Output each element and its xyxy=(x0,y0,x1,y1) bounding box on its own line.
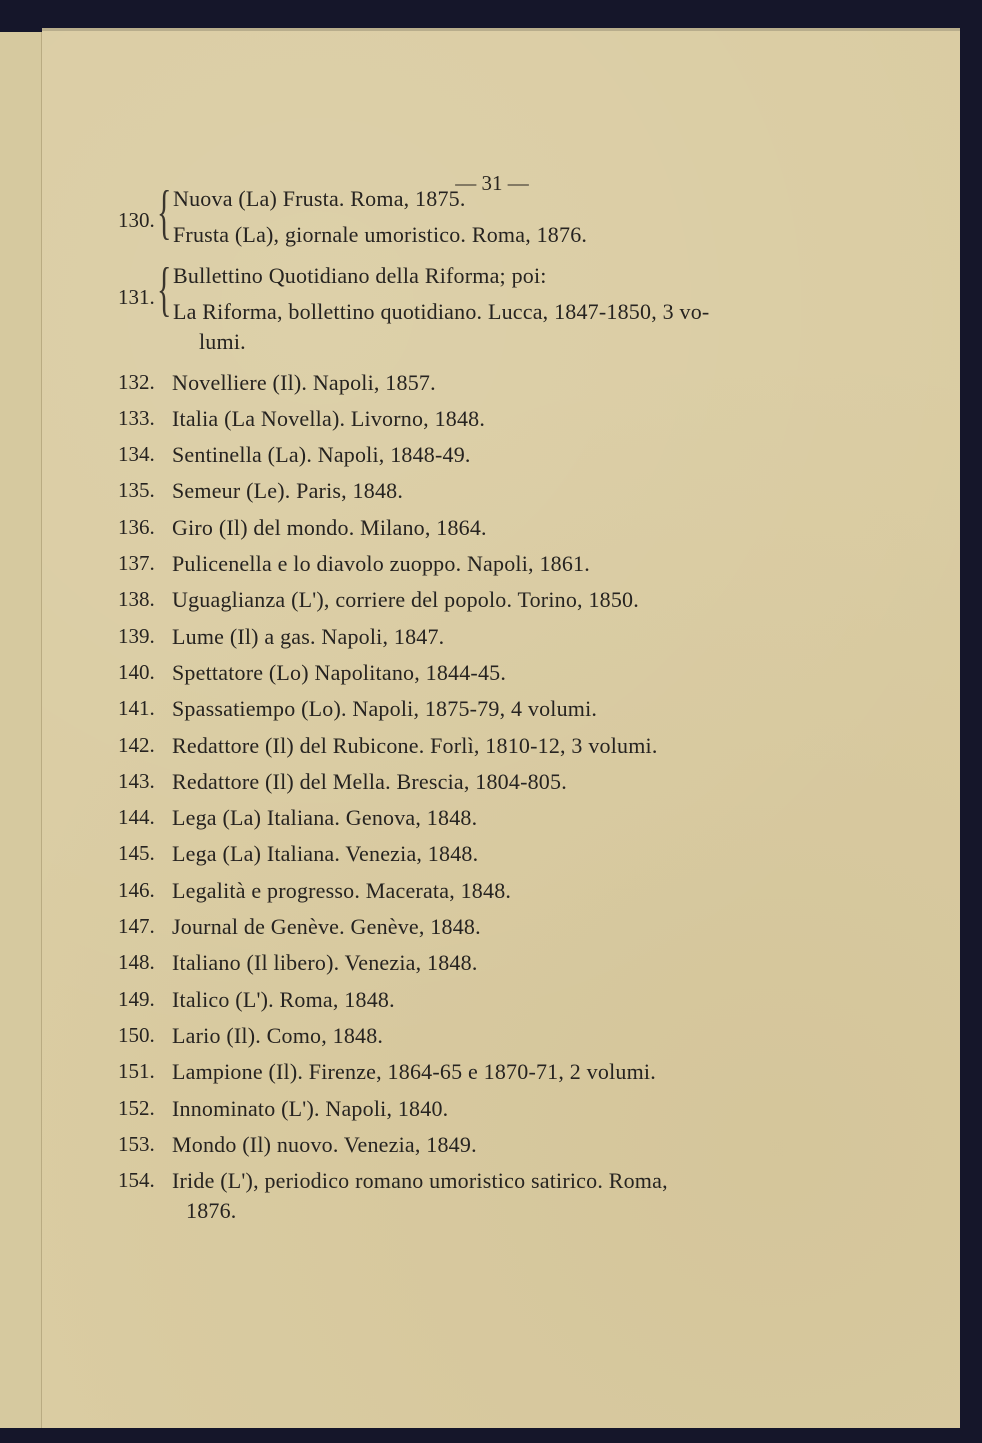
entry-number: 150. xyxy=(118,1022,155,1047)
entry-text: Lampione (Il). Firenze, 1864-65 e 1870-71, 2 volumi. xyxy=(172,1059,656,1085)
entry-number: 132. xyxy=(118,369,155,394)
entry-text: Journal de Genève. Genève, 1848. xyxy=(172,914,481,939)
entry-text: Novelliere (Il). Napoli, 1857. xyxy=(172,369,436,395)
entry-number: 131. xyxy=(118,284,155,309)
entry-number: 151. xyxy=(118,1059,155,1084)
entry-number: 147. xyxy=(118,914,155,938)
entry-number: 148. xyxy=(118,950,155,975)
entry-number: 135. xyxy=(118,478,155,503)
entry-number: 130. xyxy=(118,208,155,233)
entry-text: Italico (L'). Roma, 1848. xyxy=(172,986,395,1012)
entry-text: Innominato (L'). Napoli, 1840. xyxy=(172,1095,449,1121)
entry-text: Spettatore (Lo) Napolitano, 1844-45. xyxy=(172,659,507,685)
entry-text: Iride (L'), periodico romano umoristico satirico. Roma, xyxy=(172,1168,668,1194)
entry-text: Lega (La) Italiana. Genova, 1848. xyxy=(172,805,478,831)
entry-number: 138. xyxy=(118,587,155,612)
entry-number: 136. xyxy=(118,514,155,539)
entry-text: Pulicenella e lo diavolo zuoppo. Napoli, 1861. xyxy=(172,551,590,576)
entry-text: Lega (La) Italiana. Venezia, 1848. xyxy=(172,841,479,867)
entry-text: Giro (Il) del mondo. Milano, 1864. xyxy=(172,514,487,540)
entry-number: 141. xyxy=(118,696,155,721)
entry-text: Nuova (La) Frusta. Roma, 1875. xyxy=(173,186,466,211)
entry-text: Redattore (Il) del Rubicone. Forlì, 1810-12, 3 volumi. xyxy=(172,732,658,758)
entry-text: Spassatiempo (Lo). Napoli, 1875-79, 4 volumi. xyxy=(172,696,598,722)
entry-number: 149. xyxy=(118,986,155,1011)
entry-number: 137. xyxy=(118,551,155,575)
entry-text: Mondo (Il) nuovo. Venezia, 1849. xyxy=(172,1131,477,1157)
entry-text: Sentinella (La). Napoli, 1848-49. xyxy=(172,442,471,468)
entry-continuation: 1876. xyxy=(186,1198,237,1224)
entry-continuation: lumi. xyxy=(199,329,246,355)
entry-number: 133. xyxy=(118,405,155,430)
entry-text: Uguaglianza (L'), corriere del popolo. Torino, 1850. xyxy=(172,587,639,613)
entry-number: 139. xyxy=(118,623,155,648)
entry-number: 142. xyxy=(118,732,155,757)
brace-icon: { xyxy=(157,179,172,245)
entry-number: 143. xyxy=(118,768,155,793)
facing-page-edge xyxy=(0,32,43,1428)
entry-text: Italiano (Il libero). Venezia, 1848. xyxy=(172,950,478,976)
entry-text: Frusta (La), giornale umoristico. Roma, 1876. xyxy=(173,222,588,248)
entry-text: Lario (Il). Como, 1848. xyxy=(172,1022,384,1048)
entry-number: 144. xyxy=(118,805,155,830)
entry-number: 153. xyxy=(118,1131,155,1156)
entry-number: 146. xyxy=(118,877,155,902)
entry-text: Bullettino Quotidiano della Riforma; poi: xyxy=(173,262,547,288)
entry-text: Semeur (Le). Paris, 1848. xyxy=(172,478,404,504)
entry-text: Italia (La Novella). Livorno, 1848. xyxy=(172,405,486,431)
entry-number: 145. xyxy=(118,841,155,866)
page-number: — 31 — xyxy=(455,171,529,195)
brace-icon: { xyxy=(157,255,172,322)
entry-number: 154. xyxy=(118,1168,155,1193)
entry-text: Legalità e progresso. Macerata, 1848. xyxy=(172,877,512,903)
entry-number: 152. xyxy=(118,1095,155,1120)
entry-text: La Riforma, bollettino quotidiano. Lucca, 1847-1850, 3 vo- xyxy=(173,298,710,324)
entry-text: Redattore (Il) del Mella. Brescia, 1804-805. xyxy=(172,768,567,794)
entry-number: 134. xyxy=(118,442,155,467)
entry-text: Lume (Il) a gas. Napoli, 1847. xyxy=(172,623,445,649)
entry-number: 140. xyxy=(118,659,155,684)
book-page xyxy=(42,28,960,1428)
